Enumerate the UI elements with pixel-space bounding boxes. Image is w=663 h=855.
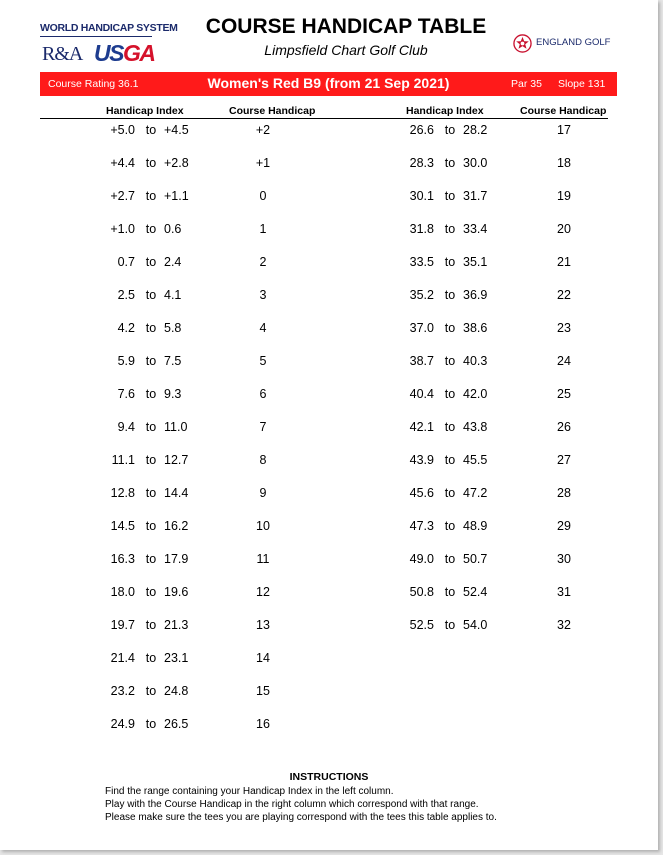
handicap-index-to: 36.9 xyxy=(463,288,488,302)
handicap-index-from: 40.4 xyxy=(409,387,434,401)
handicap-index-to: +4.5 xyxy=(164,123,189,137)
handicap-index-from: 23.2 xyxy=(110,684,135,698)
table-row xyxy=(392,519,632,535)
left-handicap-index-header: Handicap Index xyxy=(106,105,184,117)
handicap-index-from: 43.9 xyxy=(409,453,434,467)
range-separator: to xyxy=(444,552,456,566)
course-handicap-value: 10 xyxy=(256,519,270,533)
tee-banner xyxy=(40,72,617,96)
handicap-index-from: 26.6 xyxy=(409,123,434,137)
table-row xyxy=(93,255,333,271)
table-row xyxy=(392,354,632,370)
page-title: COURSE HANDICAP TABLE xyxy=(205,15,487,38)
table-row xyxy=(93,288,333,304)
handicap-index-from: 49.0 xyxy=(409,552,434,566)
handicap-index-from: 52.5 xyxy=(409,618,434,632)
range-separator: to xyxy=(145,321,157,335)
range-separator: to xyxy=(145,420,157,434)
usga-logo-ga: GA xyxy=(122,40,155,66)
range-separator: to xyxy=(444,453,456,467)
course-handicap-value: 25 xyxy=(557,387,571,401)
handicap-index-from: 50.8 xyxy=(409,585,434,599)
course-handicap-value: 4 xyxy=(259,321,267,335)
course-rating: Course Rating 36.1 xyxy=(48,78,139,90)
range-separator: to xyxy=(145,156,157,170)
table-row xyxy=(392,486,632,502)
left-course-handicap-header: Course Handicap xyxy=(229,105,316,117)
table-row xyxy=(392,420,632,436)
handicap-index-from: 11.1 xyxy=(111,453,135,467)
handicap-index-from: 47.3 xyxy=(409,519,434,533)
handicap-index-to: 23.1 xyxy=(164,651,189,665)
course-handicap-value: 31 xyxy=(557,585,571,599)
table-row xyxy=(392,156,632,172)
course-handicap-value: 23 xyxy=(557,321,571,335)
handicap-index-to: 38.6 xyxy=(463,321,488,335)
range-separator: to xyxy=(145,453,157,467)
handicap-index-from: 18.0 xyxy=(110,585,135,599)
handicap-index-to: 33.4 xyxy=(463,222,488,236)
range-separator: to xyxy=(444,519,456,533)
range-separator: to xyxy=(444,321,456,335)
course-handicap-value: 19 xyxy=(557,189,571,203)
table-row xyxy=(93,420,333,436)
table-row xyxy=(93,321,333,337)
table-row xyxy=(93,123,333,139)
handicap-index-from: 21.4 xyxy=(110,651,135,665)
table-row xyxy=(93,651,333,667)
handicap-index-from: 24.9 xyxy=(110,717,135,731)
table-row xyxy=(93,222,333,238)
england-golf-rose-icon xyxy=(513,34,532,53)
handicap-index-from: +5.0 xyxy=(110,123,135,137)
handicap-index-to: 48.9 xyxy=(463,519,488,533)
handicap-index-to: 50.7 xyxy=(463,552,488,566)
handicap-index-to: 7.5 xyxy=(164,354,182,368)
handicap-index-to: 31.7 xyxy=(463,189,488,203)
range-separator: to xyxy=(145,717,157,731)
course-handicap-value: 17 xyxy=(557,123,571,137)
right-course-handicap-header: Course Handicap xyxy=(520,105,607,117)
course-handicap-value: 2 xyxy=(259,255,267,269)
handicap-index-to: 0.6 xyxy=(164,222,182,236)
table-row xyxy=(392,552,632,568)
course-handicap-value: +2 xyxy=(255,123,271,137)
course-handicap-value: 5 xyxy=(259,354,267,368)
table-row xyxy=(93,684,333,700)
range-separator: to xyxy=(444,618,456,632)
club-name: Limpsfield Chart Golf Club xyxy=(264,42,428,58)
table-row xyxy=(93,519,333,535)
course-handicap-value: 1 xyxy=(259,222,267,236)
handicap-index-to: 17.9 xyxy=(164,552,189,566)
table-row xyxy=(93,717,333,733)
handicap-index-from: 0.7 xyxy=(117,255,135,269)
course-handicap-value: +1 xyxy=(255,156,271,170)
range-separator: to xyxy=(145,684,157,698)
slope-rating: Slope 131 xyxy=(558,78,606,90)
handicap-index-to: 9.3 xyxy=(164,387,182,401)
course-handicap-value: 24 xyxy=(557,354,571,368)
course-handicap-value: 29 xyxy=(557,519,571,533)
course-handicap-value: 32 xyxy=(557,618,571,632)
range-separator: to xyxy=(145,123,157,137)
table-row xyxy=(93,453,333,469)
handicap-index-from: 12.8 xyxy=(110,486,135,500)
handicap-index-to: 35.1 xyxy=(463,255,488,269)
handicap-index-from: 9.4 xyxy=(117,420,135,434)
course-par: Par 35 xyxy=(511,78,542,90)
usga-logo-us: US xyxy=(94,40,123,66)
table-row xyxy=(93,552,333,568)
range-separator: to xyxy=(444,420,456,434)
handicap-index-from: 38.7 xyxy=(409,354,434,368)
course-handicap-value: 3 xyxy=(259,288,267,302)
instruction-line: Find the range containing your Handicap Index in the left column. xyxy=(105,786,394,797)
course-handicap-value: 26 xyxy=(557,420,571,434)
handicap-index-to: 19.6 xyxy=(164,585,189,599)
handicap-index-to: 2.4 xyxy=(164,255,182,269)
handicap-index-from: 16.3 xyxy=(110,552,135,566)
handicap-index-to: 21.3 xyxy=(164,618,189,632)
handicap-index-to: 42.0 xyxy=(463,387,488,401)
instruction-line: Please make sure the tees you are playing correspond with the tees this table applies to. xyxy=(105,812,497,823)
table-row xyxy=(392,222,632,238)
handicap-index-to: +2.8 xyxy=(164,156,189,170)
r-and-a-logo: R&A xyxy=(42,43,83,65)
table-row xyxy=(392,288,632,304)
handicap-index-to: 14.4 xyxy=(164,486,189,500)
table-row xyxy=(93,156,333,172)
handicap-index-from: 37.0 xyxy=(409,321,434,335)
usga-logo xyxy=(94,40,154,67)
handicap-index-from: 7.6 xyxy=(117,387,135,401)
range-separator: to xyxy=(444,156,456,170)
handicap-index-from: 4.2 xyxy=(117,321,135,335)
table-row xyxy=(93,354,333,370)
course-handicap-value: 12 xyxy=(256,585,270,599)
handicap-index-to: 52.4 xyxy=(463,585,488,599)
course-handicap-value: 6 xyxy=(259,387,267,401)
handicap-index-to: 30.0 xyxy=(463,156,488,170)
handicap-index-to: 40.3 xyxy=(463,354,488,368)
course-handicap-value: 14 xyxy=(256,651,270,665)
course-handicap-value: 8 xyxy=(259,453,267,467)
table-row xyxy=(93,585,333,601)
range-separator: to xyxy=(444,354,456,368)
range-separator: to xyxy=(145,585,157,599)
table-row xyxy=(392,123,632,139)
range-separator: to xyxy=(444,255,456,269)
handicap-index-from: 5.9 xyxy=(117,354,135,368)
handicap-index-to: 24.8 xyxy=(164,684,189,698)
range-separator: to xyxy=(145,519,157,533)
course-handicap-value: 18 xyxy=(557,156,571,170)
range-separator: to xyxy=(444,288,456,302)
handicap-index-to: +1.1 xyxy=(164,189,189,203)
handicap-index-from: 31.8 xyxy=(409,222,434,236)
table-row xyxy=(392,453,632,469)
handicap-index-to: 28.2 xyxy=(463,123,488,137)
range-separator: to xyxy=(145,222,157,236)
handicap-index-from: 30.1 xyxy=(409,189,434,203)
course-handicap-value: 30 xyxy=(557,552,571,566)
range-separator: to xyxy=(444,222,456,236)
handicap-index-to: 12.7 xyxy=(164,453,189,467)
course-handicap-value: 20 xyxy=(557,222,571,236)
handicap-index-to: 54.0 xyxy=(463,618,488,632)
right-handicap-index-header: Handicap Index xyxy=(406,105,484,117)
course-handicap-value: 13 xyxy=(256,618,270,632)
handicap-index-to: 5.8 xyxy=(164,321,182,335)
england-golf-logo-text: ENGLAND GOLF xyxy=(536,37,611,48)
table-row xyxy=(93,486,333,502)
table-row xyxy=(392,585,632,601)
course-handicap-value: 16 xyxy=(256,717,270,731)
table-row xyxy=(93,387,333,403)
range-separator: to xyxy=(145,189,157,203)
handicap-index-to: 47.2 xyxy=(463,486,488,500)
range-separator: to xyxy=(145,651,157,665)
range-separator: to xyxy=(145,354,157,368)
table-row xyxy=(392,321,632,337)
handicap-index-to: 4.1 xyxy=(164,288,182,302)
course-handicap-value: 22 xyxy=(557,288,571,302)
range-separator: to xyxy=(444,123,456,137)
course-handicap-value: 28 xyxy=(557,486,571,500)
table-row xyxy=(93,618,333,634)
handicap-index-from: 35.2 xyxy=(409,288,434,302)
range-separator: to xyxy=(444,189,456,203)
handicap-index-from: 2.5 xyxy=(117,288,135,302)
handicap-index-to: 26.5 xyxy=(164,717,189,731)
range-separator: to xyxy=(444,387,456,401)
handicap-index-from: +2.7 xyxy=(110,189,135,203)
handicap-index-from: 28.3 xyxy=(409,156,434,170)
course-handicap-value: 0 xyxy=(259,189,267,203)
course-handicap-value: 11 xyxy=(256,552,270,566)
handicap-index-to: 11.0 xyxy=(164,420,188,434)
range-separator: to xyxy=(444,486,456,500)
handicap-index-from: +4.4 xyxy=(110,156,135,170)
range-separator: to xyxy=(145,387,157,401)
table-row xyxy=(392,618,632,634)
world-handicap-system-logo: WORLD HANDICAP SYSTEM xyxy=(40,22,152,37)
instruction-line: Play with the Course Handicap in the right column which correspond with that range. xyxy=(105,799,479,810)
course-handicap-value: 9 xyxy=(259,486,267,500)
handicap-index-to: 45.5 xyxy=(463,453,488,467)
range-separator: to xyxy=(145,486,157,500)
handicap-index-to: 43.8 xyxy=(463,420,488,434)
handicap-index-from: 14.5 xyxy=(110,519,135,533)
range-separator: to xyxy=(444,585,456,599)
range-separator: to xyxy=(145,288,157,302)
table-row xyxy=(392,387,632,403)
header-divider xyxy=(40,118,608,119)
handicap-index-from: 42.1 xyxy=(409,420,434,434)
handicap-index-from: 33.5 xyxy=(409,255,434,269)
course-handicap-value: 15 xyxy=(256,684,270,698)
handicap-index-from: +1.0 xyxy=(110,222,135,236)
table-row xyxy=(392,189,632,205)
handicap-index-from: 19.7 xyxy=(110,618,135,632)
table-row xyxy=(392,255,632,271)
tee-name: Women's Red B9 (from 21 Sep 2021) xyxy=(207,75,450,91)
table-row xyxy=(93,189,333,205)
range-separator: to xyxy=(145,255,157,269)
course-handicap-value: 27 xyxy=(557,453,571,467)
handicap-index-from: 45.6 xyxy=(409,486,434,500)
range-separator: to xyxy=(145,618,157,632)
course-handicap-value: 21 xyxy=(557,255,571,269)
instructions-title: INSTRUCTIONS xyxy=(289,771,369,783)
handicap-index-to: 16.2 xyxy=(164,519,189,533)
range-separator: to xyxy=(145,552,157,566)
course-handicap-value: 7 xyxy=(259,420,267,434)
